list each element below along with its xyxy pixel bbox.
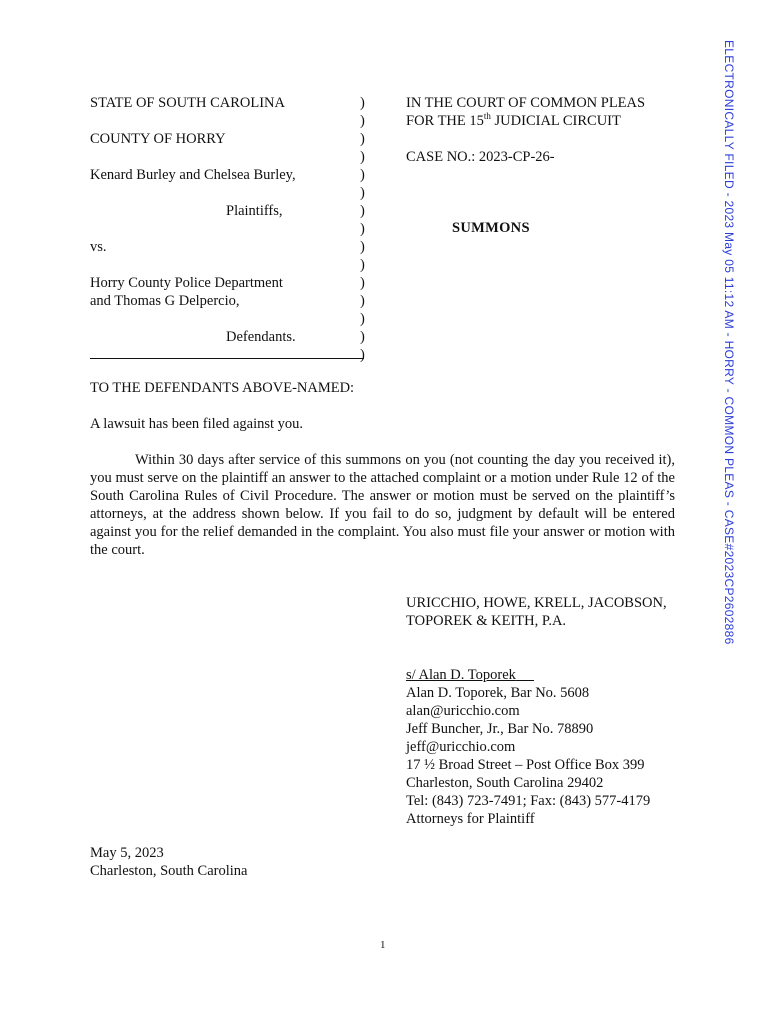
- caption-paren: ): [360, 203, 365, 219]
- case-number: CASE NO.: 2023-CP-26-: [406, 149, 555, 165]
- plaintiffs-names: Kenard Burley and Chelsea Burley,: [90, 167, 296, 183]
- law-firm-name: URICCHIO, HOWE, KRELL, JACOBSON, TOPOREK & KEITH, P.A.: [406, 595, 667, 629]
- document-title: SUMMONS: [452, 220, 530, 236]
- firm-address-1: 17 ½ Broad Street – Post Office Box 399: [406, 757, 645, 773]
- attorney-2: Jeff Buncher, Jr., Bar No. 78890: [406, 721, 594, 737]
- addressee-line: TO THE DEFENDANTS ABOVE-NAMED:: [90, 380, 355, 396]
- attorney-1-email: alan@uricchio.com: [406, 703, 520, 719]
- caption-paren: ): [360, 239, 365, 255]
- document-date: May 5, 2023: [90, 845, 164, 861]
- court-name: IN THE COURT OF COMMON PLEAS: [406, 95, 646, 111]
- attorney-2-email: jeff@uricchio.com: [406, 739, 516, 755]
- caption-paren: ): [360, 257, 365, 273]
- electronic-filing-stamp: ELECTRONICALLY FILED - 2023 May 05 11:12 AM - HORRY - COMMON PLEAS - CASE#2023CP2602886: [722, 40, 736, 645]
- attorney-role: Attorneys for Plaintiff: [406, 811, 535, 827]
- caption-paren: ): [360, 185, 365, 201]
- caption-paren: ): [360, 221, 365, 237]
- caption-paren: ): [360, 347, 365, 363]
- firm-address-2: Charleston, South Carolina 29402: [406, 775, 604, 791]
- defendants-line-1: Horry County Police Department: [90, 275, 283, 291]
- judicial-circuit: FOR THE 15th JUDICIAL CIRCUIT: [406, 111, 621, 129]
- caption-parenthesis-column: [360, 94, 370, 364]
- summons-paragraph: Within 30 days after service of this summons on you (not counting the day you received it), you must serve on the plaintiff an answer to the attached complaint or a motion under Rule 12 of the South Carolina Rules of Civil Procedure. The answer or motion must be served on the plaintiff’s attorneys, at the address shown below. If you fail to do so, judgment by default will be entered against you for the relief demanded in the complaint. You also must file your answer or motion with the court.: [90, 452, 675, 558]
- caption-paren: ): [360, 167, 365, 183]
- caption-paren: ): [360, 149, 365, 165]
- signature-block: [406, 666, 650, 828]
- caption-paren: ): [360, 329, 365, 345]
- caption-parties: [90, 94, 350, 346]
- date-block: [90, 844, 247, 880]
- defendants-label: Defendants.: [226, 329, 296, 345]
- plaintiffs-label: Plaintiffs,: [226, 203, 283, 219]
- caption-paren: ): [360, 113, 365, 129]
- defendants-line-2: and Thomas G Delpercio,: [90, 293, 240, 309]
- document-place: Charleston, South Carolina: [90, 863, 248, 879]
- lawsuit-notice: A lawsuit has been filed against you.: [90, 416, 304, 432]
- caption-divider: [90, 358, 364, 359]
- caption-paren: ): [360, 293, 365, 309]
- caption-court: [406, 94, 645, 166]
- signature: s/ Alan D. Toporek: [406, 667, 516, 683]
- caption-paren: ): [360, 131, 365, 147]
- versus-label: vs.: [90, 239, 107, 255]
- firm-phone: Tel: (843) 723-7491; Fax: (843) 577-4179: [406, 793, 651, 809]
- page-number: 1: [380, 939, 386, 951]
- state-name: STATE OF SOUTH CAROLINA: [90, 95, 285, 111]
- caption-paren: ): [360, 275, 365, 291]
- caption-paren: ): [360, 311, 365, 327]
- attorney-1: Alan D. Toporek, Bar No. 5608: [406, 685, 590, 701]
- caption-paren: ): [360, 95, 365, 111]
- county-name: COUNTY OF HORRY: [90, 131, 226, 147]
